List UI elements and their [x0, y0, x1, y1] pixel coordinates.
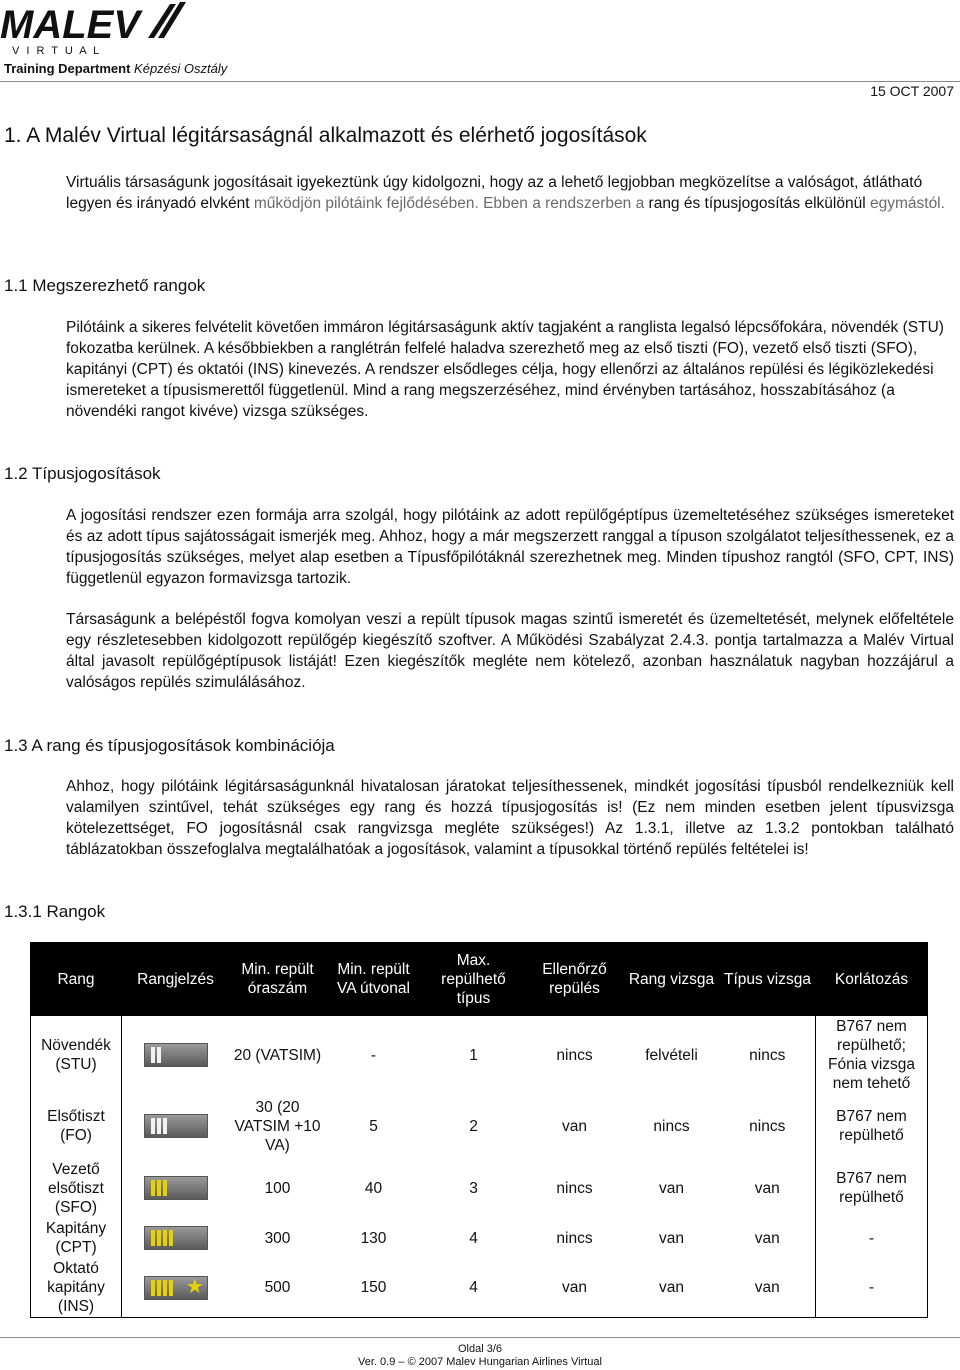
- min-hours-cell: 100: [264, 1179, 291, 1197]
- rank-cell: Kapitány (CPT): [31, 1218, 122, 1258]
- insignia-fo-icon: [144, 1114, 208, 1138]
- table-row: [31, 1158, 928, 1218]
- col-header: Rang vizsga: [624, 943, 720, 1016]
- type-exam-cell: nincs: [749, 1046, 786, 1064]
- section-1-1-heading: 1.1 Megszerezhető rangok: [4, 276, 206, 295]
- min-routes-cell: 40: [364, 1179, 383, 1197]
- section-1-2-heading: 1.2 Típusjogosítások: [4, 464, 161, 483]
- type-exam-cell: van: [754, 1179, 780, 1197]
- insignia-stu-icon: [144, 1043, 208, 1067]
- table-row: [31, 1258, 928, 1318]
- col-header: Típus vizsga: [720, 943, 816, 1016]
- page-title: 1. A Malév Virtual légitársaságnál alkalmazott és elérhető jogosítások: [4, 124, 647, 147]
- rank-insignia: [122, 1218, 230, 1258]
- footer-divider: [0, 1337, 960, 1338]
- section-1-3-1-heading: 1.3.1 Rangok: [4, 902, 106, 921]
- section-1-3-paragraph: Ahhoz, hogy pilótáink légitársaságunknál hivatalosan járatokat teljesíthessenek, mindkét jogosítási típusból rendelkezniük kell valamilyen szintűvel, tehát szükséges egy rang és hozzá típusjogosítás is! (Ez nem minden esetben jelent típusvizsga kötelezettséget, FO jogosításnál csak rangvizsga megléte szükséges!) Az 1.3.1, illetve az 1.3.2 pontokban található táblázatokban összefoglalva megtalálhatóak a jogosítások, valamint a típusokkal történő repülés feltételei is!: [66, 778, 954, 858]
- min-routes-cell: 5: [369, 1117, 378, 1135]
- table-row: [31, 1016, 928, 1095]
- type-exam-cell: van: [720, 1258, 816, 1318]
- intro-paragraph: Virtuális társaságunk jogosításait igyekeztünk úgy kidolgozni, hogy az a lehető legjobban megközelítse a valóságot, átlátható legyen és irányadó elvként működjön pilótáink fejlődésében. Ebben a rendszerben a rang és típusjogosítás elkülönül egymástól.: [66, 174, 945, 212]
- col-header: Rangjelzés: [122, 943, 230, 1016]
- section-1-1-paragraph: Pilótáink a sikeres felvételit követően immáron légitársaságunk aktív tagjaként a ranglista legalsó lépcsőfokára, növendék (STU) fokozatba kerülnek. A későbbiekben a ranglétrán felfelé haladva szerezhető meg az első tiszti (FO), vezető első tiszti (SFO), kapitányi (CPT) és oktatói (INS) kinevezés. A rendszer elsődleges célja, hogy ellenőrzi az általános repülési és légiközlekedési ismereteket a típusismerettől függetlenül. Mind a rang megszerzéséhez, mind érvényben tartásához, hosszabításához (a növendéki rangot kivéve) vizsga szükséges.: [66, 319, 944, 420]
- min-hours-cell: 500: [230, 1258, 326, 1318]
- col-header: Korlátozás: [816, 943, 928, 1016]
- department-hu: Képzési Osztály: [134, 61, 228, 76]
- col-header: Min. repült óraszám: [230, 943, 326, 1016]
- star-icon: ★: [185, 1275, 204, 1298]
- max-types-cell: 4: [469, 1229, 478, 1247]
- table-row: [31, 1218, 928, 1258]
- max-types-cell: 1: [469, 1046, 478, 1064]
- rank-exam-cell: nincs: [653, 1117, 690, 1135]
- version-note: Ver. 0.9 – © 2007 Malev Hungarian Airlines Virtual: [358, 1356, 602, 1368]
- logo-subtext: V I R T U A L: [12, 45, 102, 57]
- insignia-cpt-icon: [144, 1226, 208, 1250]
- col-header: Rang: [31, 943, 122, 1016]
- check-flight-cell: van: [562, 1117, 587, 1135]
- rank-cell: Elsőtiszt (FO): [31, 1094, 122, 1158]
- min-routes-cell: 150: [326, 1258, 422, 1318]
- header-divider: [0, 81, 960, 82]
- min-routes-cell: -: [370, 1046, 377, 1064]
- rank-cell: Növendék (STU): [31, 1016, 122, 1095]
- malev-virtual-logo: [0, 0, 190, 60]
- department-label: [4, 61, 227, 76]
- department-en: Training Department: [4, 61, 131, 76]
- max-types-cell: 2: [469, 1117, 478, 1135]
- ranks-table: [30, 942, 928, 1318]
- min-routes-cell: 130: [360, 1229, 387, 1247]
- col-header: Max. repülhető típus: [422, 943, 526, 1016]
- restriction-cell: B767 nem repülhető; Fónia vizsga nem tehető: [816, 1016, 928, 1095]
- rank-insignia: [122, 1158, 230, 1218]
- check-flight-cell: van: [526, 1258, 624, 1318]
- rank-cell: Oktató kapitány (INS): [31, 1258, 122, 1318]
- section-1-2-paragraph-2: Társaságunk a belépéstől fogva komolyan veszi a repült típusok magas szintű ismeretét és üzemeltetését, melynek előfeltétele egy részletesebben kidolgozott repülőgép kiegészítő szoftver. A Működési Szabályzat 2.4.3. pontja tartalmazza a Malév Virtual által javasolt repülőgéptípusok listáját! Ezen kiegészítők megléte nem kötelező, azonban használatuk nagyban hozzájárul a valóságos repülés szimulálásához.: [66, 611, 954, 691]
- rank-insignia: [122, 1016, 230, 1095]
- min-hours-cell: 30 (20 VATSIM +10 VA): [234, 1098, 321, 1154]
- restriction-cell: -: [816, 1258, 928, 1318]
- max-types-cell: 4: [422, 1258, 526, 1318]
- table-row: [31, 1094, 928, 1158]
- col-header: Min. repült VA útvonal: [326, 943, 422, 1016]
- restriction-cell: -: [816, 1218, 928, 1258]
- rank-exam-cell: van: [659, 1179, 684, 1197]
- insignia-sfo-icon: [144, 1176, 208, 1200]
- section-1-2-paragraph-1: A jogosítási rendszer ezen formája arra szolgál, hogy pilótáink az adott repülőgéptípus üzemeltetéséhez szükséges ismereteket és az adott típus sajátosságait ismerjék meg. Ahhoz, hogy a már megszerzett ranggal a típuson szolgálatot teljesíthessenek, ez a típusjogosítás szükséges, melyet alap esetben a Típusfőpilótáknál szerezhetnek meg. Minden típushoz rangtól (SFO, CPT, INS) függetlenül egyazon formavizsga tartozik.: [66, 507, 954, 587]
- document-date: 15 OCT 2007: [870, 83, 954, 99]
- type-exam-cell: nincs: [749, 1117, 786, 1135]
- check-flight-cell: nincs: [556, 1229, 593, 1247]
- rank-exam-cell: felvételi: [645, 1046, 698, 1064]
- section-1-3-heading: 1.3 A rang és típusjogosítások kombinációja: [4, 736, 335, 755]
- rank-exam-cell: van: [624, 1258, 720, 1318]
- min-hours-cell: 300: [264, 1229, 291, 1247]
- restriction-cell: B767 nem repülhető: [816, 1094, 928, 1158]
- logo-text: MALEV: [0, 3, 140, 47]
- rank-insignia: [122, 1258, 230, 1318]
- type-exam-cell: van: [754, 1229, 780, 1247]
- restriction-cell: B767 nem repülhető: [816, 1158, 928, 1218]
- check-flight-cell: nincs: [556, 1046, 593, 1064]
- rank-insignia: [122, 1094, 230, 1158]
- min-hours-cell: 20 (VATSIM): [233, 1046, 322, 1064]
- rank-cell: Vezető elsőtiszt (SFO): [31, 1158, 122, 1218]
- max-types-cell: 3: [469, 1179, 478, 1197]
- rank-exam-cell: van: [659, 1229, 684, 1247]
- page-number: Oldal 3/6: [457, 1343, 503, 1355]
- table-header-row: [31, 943, 928, 1016]
- insignia-ins-icon: [144, 1276, 208, 1300]
- check-flight-cell: nincs: [556, 1179, 593, 1197]
- col-header: Ellenőrző repülés: [526, 943, 624, 1016]
